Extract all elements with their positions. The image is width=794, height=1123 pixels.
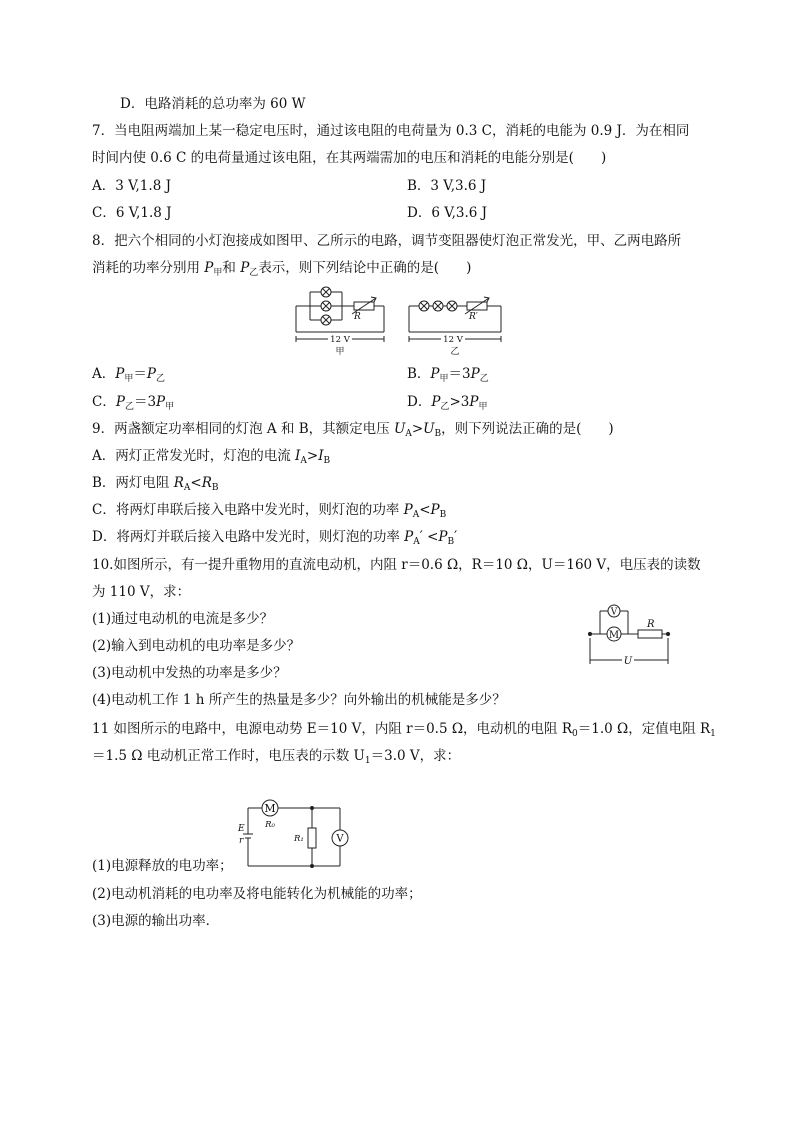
- q9-option-c: C．将两灯串联后接入电路中发光时，则灯泡的功率 $P_A<P_B$: [92, 502, 447, 520]
- q10-sub2: (2)输入到电动机的电功率是多少？: [92, 638, 301, 654]
- q11-r0-label: R₀: [265, 820, 275, 830]
- q11-internal-r-label: r: [239, 836, 244, 846]
- q11-r1-label: R₁: [294, 834, 304, 844]
- q8-figure-jia: [290, 284, 390, 358]
- q11-emf-label: E: [238, 824, 245, 834]
- q7-option-b: B．3 V,3.6 J: [407, 178, 487, 194]
- q10-circuit-figure: [586, 600, 676, 670]
- q10-sub3: (3)电动机中发热的功率是多少？: [92, 665, 287, 681]
- q8-stem-line2: 消耗的功率分别用 $P_甲$和 $P_乙$表示，则下列结论中正确的是( ): [92, 260, 472, 278]
- q9-option-b: B．两灯电阻 $R_A<R_B$: [92, 475, 219, 493]
- q8-stem-line1: 8．把六个相同的小灯泡接成如图甲、乙所示的电路，调节变阻器使灯泡正常发光，甲、乙两电路所: [92, 233, 682, 249]
- q10-resistor-label: R: [647, 619, 655, 630]
- q8-jia-caption: 甲: [335, 347, 345, 357]
- q8-yi-resistor-label: R′: [469, 312, 478, 322]
- q8-option-d: D．$P_乙>3P_甲$: [407, 394, 488, 412]
- q10-voltage-label: U: [623, 656, 633, 667]
- q7-stem-line1: 7．当电阻两端加上某一稳定电压时，通过该电阻的电荷量为 0.3 C，消耗的电能为 0.9 J．为在相同: [92, 123, 690, 139]
- q8-figure-yi: [403, 284, 507, 358]
- q11-stem-line1: 11 如图所示的电路中，电源电动势 E＝10 V，内阻 r＝0.5 Ω，电动机的电阻 $R_0=1.0$ Ω，定值电阻 $R_1$: [92, 721, 716, 739]
- q8-yi-caption: 乙: [450, 347, 460, 357]
- q9-stem: 9．两盏额定功率相同的灯泡 A 和 B，其额定电压 $U_A>U_B$，则下列说法正确的是( ): [92, 421, 614, 439]
- q10-motor-label: M: [608, 630, 620, 641]
- q8-option-a: A．$P_甲=P_乙$: [92, 366, 165, 384]
- q7-option-d: D．6 V,3.6 J: [407, 205, 488, 221]
- q11-voltmeter-label: V: [336, 833, 344, 845]
- q7-stem-line2: 时间内使 0.6 C 的电荷量通过该电阻，在其两端需加的电压和消耗的电能分别是( ): [92, 150, 607, 166]
- q8-jia-voltage-label: 12 V: [330, 335, 350, 345]
- q10-stem-line1: 10.如图所示，有一提升重物用的直流电动机，内阻 r＝0.6 Ω，R＝10 Ω，U＝160 V，电压表的读数: [92, 557, 701, 573]
- q9-option-d: D．将两灯并联后接入电路中发光时，则灯泡的功率 $P_A' <P_B'$: [92, 529, 458, 547]
- q7-option-c: C．6 V,1.8 J: [92, 205, 172, 221]
- q10-sub4: (4)电动机工作 1 h 所产生的热量是多少？向外输出的机械能是多少？: [92, 692, 506, 708]
- q8-option-c: C．$P_乙=3P_甲$: [92, 394, 175, 412]
- q10-sub1: (1)通过电动机的电流是多少？: [92, 611, 274, 627]
- q11-stem-line2: ＝1.5 Ω 电动机正常工作时，电压表的示数 $U_1=3.0$ V，求：: [92, 748, 461, 766]
- q8-jia-resistor-label: R: [354, 312, 361, 322]
- q11-sub1: (1)电源释放的电功率；: [92, 858, 233, 874]
- q7-option-a: A．3 V,1.8 J: [92, 178, 171, 194]
- q11-motor-label: M: [264, 802, 276, 815]
- q8-yi-voltage-label: 12 V: [443, 335, 463, 345]
- q11-sub3: (3)电源的输出功率．: [92, 913, 220, 929]
- q6-option-d: D．电路消耗的总功率为 60 W: [120, 96, 306, 112]
- q10-voltmeter-label: V: [610, 607, 618, 618]
- q10-stem-line2: 为 110 V，求：: [92, 584, 191, 600]
- q8-option-b: B．$P_甲=3P_乙$: [407, 366, 489, 384]
- q9-option-a: A．两灯正常发光时，灯泡的电流 $I_A>I_B$: [92, 448, 331, 466]
- q11-circuit-figure: [232, 796, 356, 872]
- q11-sub2: (2)电动机消耗的电功率及将电能转化为机械能的功率；: [92, 886, 422, 902]
